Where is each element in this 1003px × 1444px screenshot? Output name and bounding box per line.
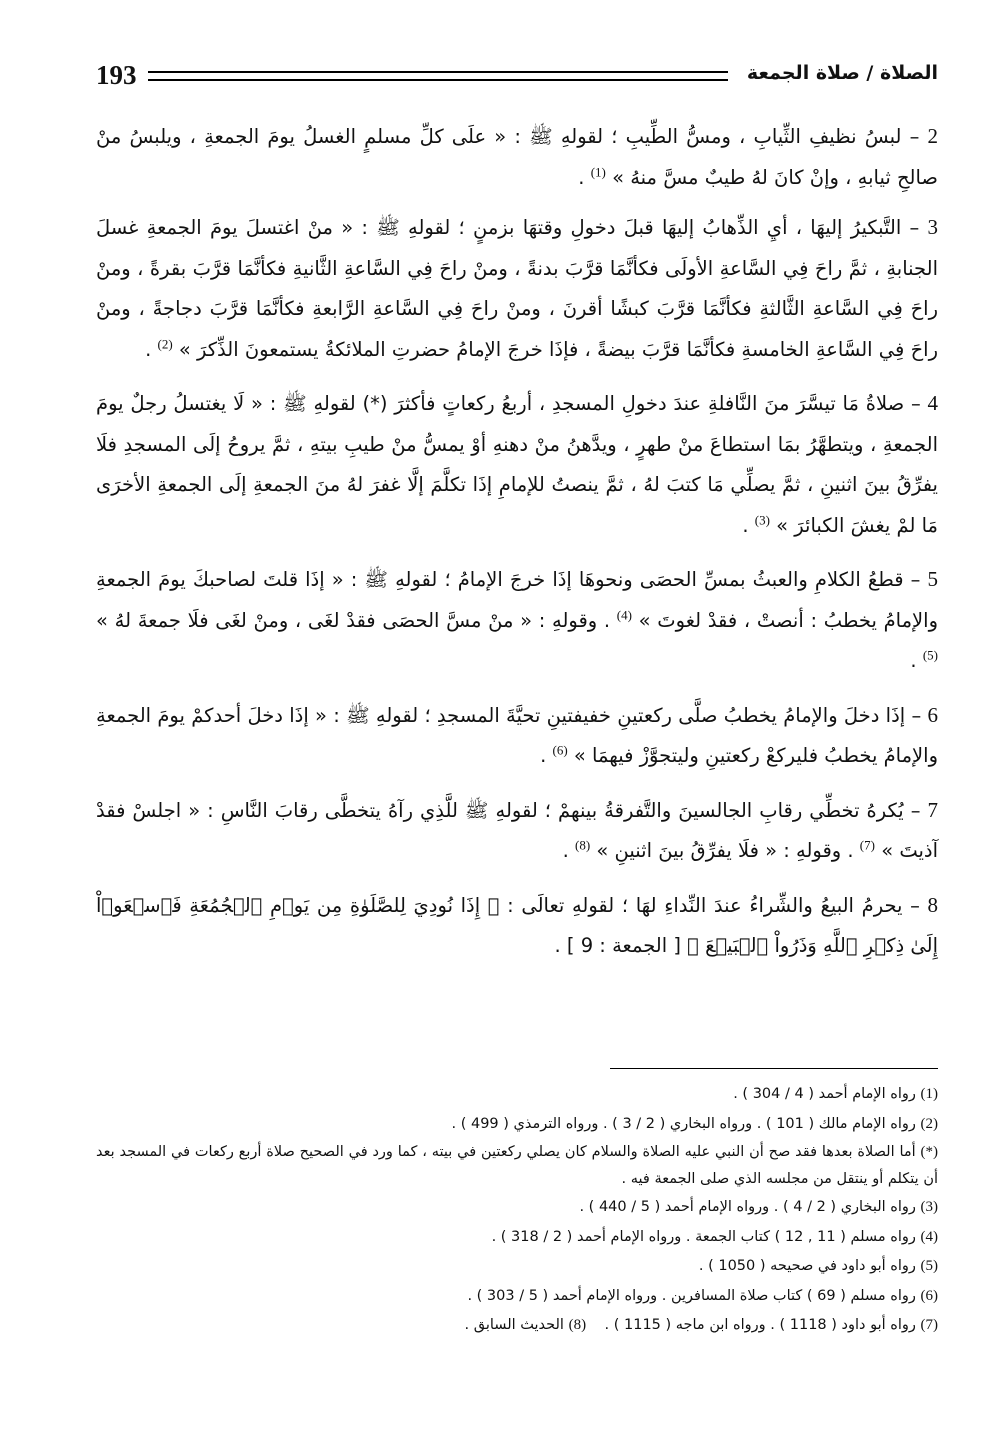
list-item-2 [96,116,938,198]
item-number: 2 [927,124,938,148]
list-item-3 [96,207,938,370]
footnote-2 [96,1110,938,1140]
footnote-number: (4) [920,1228,938,1245]
item-end: . [540,744,553,767]
footnote-text: رواه أبو داود ( 1118 ) . ورواه ابن ماجه ( 1115 ) . [604,1317,916,1333]
item-number: 4 [927,391,939,415]
footnote-number: (8) [568,1317,587,1333]
item-number: 8 [927,892,938,917]
item-number: 5 [927,567,939,591]
footnote-text: رواه الإمام أحمد ( 4 / 304 ) . [733,1086,916,1102]
footnote-number: (5) [920,1258,938,1274]
item-text-continued: . وقولهِ : « فلَا يفرِّقُ بينَ اثنينِ » [596,839,860,862]
list-item-6 [96,695,938,777]
list-item-7 [96,790,938,872]
footnote-star [96,1139,938,1193]
footnote-ref: (7) [859,837,875,853]
item-text: – قطعُ الكلامِ والعبثُ بمسِّ الحصَى ونحوهَا إذَا خرجَ الإمامُ ؛ لقولهِ ﷺ : « إذَا قلتَ لصاحبكَ يومَ الجمعةِ والإمامُ يخطبُ : أنصتْ ، فقدْ لغوتَ » [96,568,938,632]
footnote-5 [96,1252,938,1282]
footnote-7-8 [96,1311,938,1341]
item-text: – صلاةُ مَا تيسَّرَ منَ النَّافلةِ عندَ دخولِ المسجدِ ، أربعُ ركعاتٍ فأكثرَ (*) لقولهِ ﷺ : « لَا يغتسلُ رجلٌ يومَ الجمعةِ ، ويتطهَّرُ بمَا استطاعَ منْ طهرٍ ، ويدَّهنُ منْ دهنهِ أوْ يمسُّ منْ طيبِ بيتهِ ، ثمَّ يروحُ إلَى المسجدِ فلَا يفرِّقُ بينَ اثنينِ ، ثمَّ يصلِّي مَا كتبَ لهُ ، ثمَّ ينصتُ للإمامِ إذَا تكلَّمَ إلَّا غفرَ لهُ منَ الجمعةِ إلَى الجمعةِ الأخرَى مَا لمْ يغشَ الكبائرَ » [96,392,938,537]
list-item-8 [96,885,938,967]
footnote-number: (7) [920,1317,938,1333]
footnote-text: رواه أبو داود في صحيحه ( 1050 ) . [698,1258,916,1274]
item-end: . [910,649,923,672]
footnote-ref: (4) [616,607,632,622]
footnote-1 [96,1080,938,1110]
footnote-ref: (8) [575,837,591,853]
footnote-text: رواه مسلم ( 11 , 12 ) كتاب الجمعة . ورواه الإمام أحمد ( 2 / 318 ) . [491,1228,916,1245]
footnote-3 [96,1193,938,1223]
footnote-separator [610,1068,938,1069]
item-end: . [562,839,576,862]
item-number: 6 [927,702,938,727]
footnote-text: الحديث السابق . [464,1317,564,1333]
item-text: – لبسُ نظيفِ الثِّيابِ ، ومسُّ الطِّيبِ ؛ لقولهِ ﷺ : « علَى كلِّ مسلمٍ الغسلُ يومَ الجمعةِ ، ويلبسُ منْ صالحِ ثيابهِ ، وإنْ كانَ لهُ طيبٌ مسَّ منهُ » [96,125,938,189]
item-end: . [554,934,567,957]
item-end: . [145,337,158,361]
footnote-ref: (5) [922,647,938,663]
footnote-number: (*) [920,1144,938,1160]
footnote-text: رواه مسلم ( 69 ) كتاب صلاة المسافرين . ورواه الإمام أحمد ( 5 / 303 ) . [467,1287,916,1304]
item-number: 7 [927,797,938,822]
footnote-ref: (1) [590,164,606,179]
page-header [96,58,938,98]
list-item-4 [96,383,938,546]
footnote-number: (1) [920,1086,938,1102]
footnote-number: (2) [920,1115,938,1132]
item-number: 3 [927,215,938,239]
item-text: – إذَا دخلَ والإمامُ يخطبُ صلَّى ركعتينِ خفيفتينِ تحيَّةَ المسجدِ ؛ لقولهِ ﷺ : « إذَا دخلَ أحدكمْ يومَ الجمعةِ والإمامُ يخطبُ فليركعْ ركعتينِ وليتجوَّزْ فيهمَا » [96,703,938,767]
footnote-ref: (2) [157,336,173,351]
item-text: – التَّبكيرُ إليهَا ، أيِ الذِّهابُ إليهَا قبلَ دخولِ وقتهَا بزمنٍ ؛ لقولهِ ﷺ : « منْ اغتسلَ يومَ الجمعةِ غسلَ الجنابةِ ، ثمَّ راحَ فِي السَّاعةِ الأولَى فكأنَّمَا قرَّبَ بدنةً ، ومنْ راحَ فِي السَّاعةِ الثَّانيةِ فكأنَّمَا قرَّبَ بقرةً ، ومنْ راحَ فِي السَّاعةِ الثَّالثةِ فكأنَّمَا قرَّبَ كبشًا أقرنَ ، ومنْ راحَ فِي السَّاعةِ الرَّابعةِ فكأنَّمَا قرَّبَ دجاجةً ، ومنْ راحَ فِي السَّاعةِ الخامسةِ فكأنَّمَا قرَّبَ بيضةً ، فإذَا خرجَ الإمامُ حضرتِ الملائكةُ يستمعونَ الذِّكرَ » [96,216,938,361]
item-text-continued: . وقولهِ : « منْ مسَّ الحصَى فقدْ لغَى ، ومنْ لغَى فلَا جمعةَ لهُ » [96,608,617,632]
item-text: – يحرمُ البيعُ والشِّراءُ عندَ النِّداءِ لهَا ؛ لقولهِ تعالَى : ﴿ إِذَا نُودِيَ لِلصَّلَوٰةِ مِن يَوۡمِ ٱلۡجُمُعَةِ فَٱسۡعَوۡاْ إِلَىٰ ذِكۡرِ ٱللَّهِ وَذَرُواْ ٱلۡبَيۡعَ ﴾ [ الجمعة : 9 ] [96,893,938,957]
running-title: الصلاة / صلاة الجمعة [746,62,938,84]
footnote-number: (6) [920,1287,938,1304]
item-end: . [742,513,755,537]
footnotes [96,1080,938,1341]
footnote-ref: (3) [754,512,770,527]
footnote-text: رواه الإمام مالك ( 101 ) . ورواه البخاري ( 2 / 3 ) . ورواه الترمذي ( 499 ) . [451,1115,916,1132]
footnote-ref: (6) [552,742,568,758]
footnote-4 [96,1223,938,1253]
footnote-text: رواه البخاري ( 2 / 4 ) . ورواه الإمام أحمد ( 5 / 440 ) . [579,1199,916,1215]
footnote-6 [96,1282,938,1312]
list-item-5 [96,559,938,682]
main-text [96,116,938,980]
footnote-text: أما الصلاة بعدها فقد صح أن النبي عليه الصلاة والسلام كان يصلي ركعتين في بيته ، كما ورد في الصحيح صلاة أربع ركعات في المسجد بعد أن يتكلم أو ينتقل من مجلسه الذي صلى الجمعة فيه . [96,1144,938,1187]
header-rule [148,71,728,81]
footnote-number: (3) [920,1199,938,1215]
item-end: . [578,165,591,189]
item-text: – يُكرهُ تخطِّي رقابِ الجالسينَ والتَّفرقةُ بينهمْ ؛ لقولهِ ﷺ للَّذِي رآهُ يتخطَّى رقابَ النَّاسِ : « اجلسْ فقدْ آذيتَ » [96,798,938,862]
page-number: 193 [96,60,137,90]
